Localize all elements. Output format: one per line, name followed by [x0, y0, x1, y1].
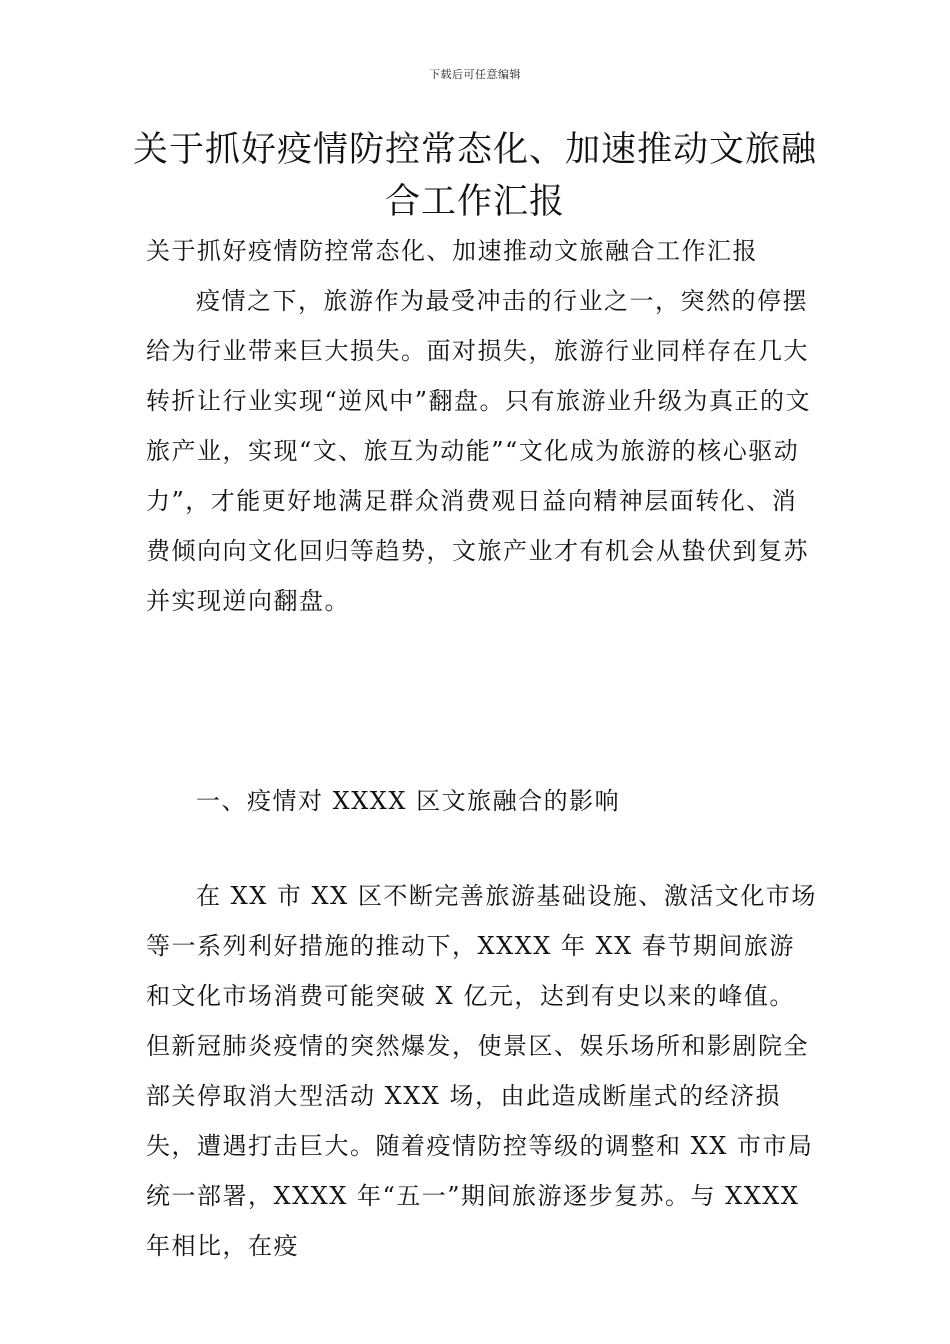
- intro-paragraph: 疫情之下，旅游作为最受冲击的行业之一，突然的停摆给为行业带来巨大损失。面对损失，旅游行业同样存在几大转折让行业实现“逆风中”翻盘。只有旅游业升级为真正的文旅产业，实现“文、旅互为动能”“文化成为旅游的核心驱动力”，才能更好地满足群众消费观日益向精神层面转化、消费倾向向文化回归等趋势，文旅产业才有机会从蛰伏到复苏并实现逆向翻盘。: [146, 287, 812, 615]
- document-subtitle: 关于抓好疫情防控常态化、加速推动文旅融合工作汇报: [146, 237, 758, 265]
- document-title: 关于抓好疫情防控常态化、加速推动文旅融合工作汇报: [132, 130, 817, 222]
- section-1-paragraph: 在 XX 市 XX 区不断完善旅游基础设施、激活文化市场等一系列利好措施的推动下，XXXX 年 XX 春节期间旅游和文化市场消费可能突破 X 亿元，达到有史以来的峰值。但新冠肺炎疫情的突然爆发，使景区、娱乐场所和影剧院全部关停取消大型活动 XXX 场，由此造成断崖式的经济损失，遭遇打击巨大。随着疫情防控等级的调整和 XX 市市局统一部署，XXXX 年“五一”期间旅游逐步复苏。与 XXXX 年相比，在疫: [146, 882, 817, 1260]
- download-note: 下载后可任意编辑: [429, 68, 521, 81]
- section-heading-1: 一、疫情对 XXXX 区文旅融合的影响: [196, 787, 621, 815]
